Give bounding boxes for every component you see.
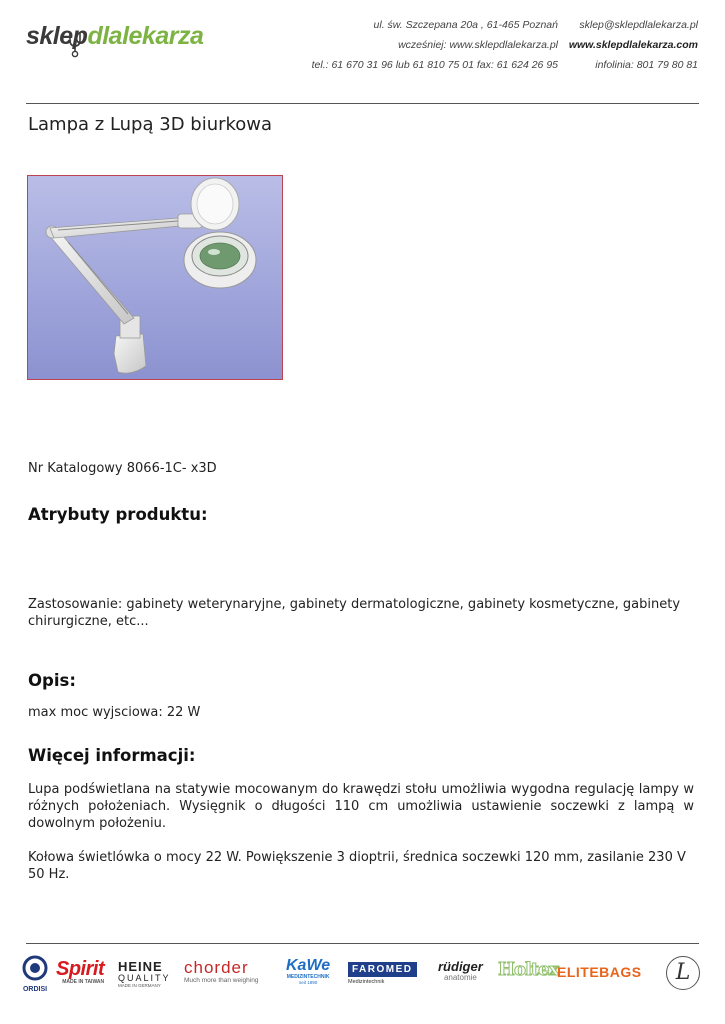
kawe-sub-label-2: seit 1890 <box>298 980 318 985</box>
description-heading: Opis: <box>28 671 76 690</box>
footer-divider <box>26 943 699 944</box>
website-link[interactable]: www.sklepdlalekarza.com <box>568 39 698 51</box>
elitebags-label: ELITEBAGS <box>557 964 642 980</box>
heine-label: HEINE <box>118 959 163 974</box>
stethoscope-icon <box>67 30 83 58</box>
brand-logos-strip <box>20 952 705 996</box>
contact-web-block <box>569 15 698 75</box>
heine-made-label: MADE IN GERMANY <box>118 983 161 988</box>
faromed-label: FAROMED <box>348 962 417 977</box>
brand-logo-chorder[interactable] <box>184 960 258 985</box>
brand-logo-ordisi[interactable] <box>22 954 48 994</box>
brand-logo-kawe[interactable] <box>286 958 330 986</box>
product-title: Lampa z Lupą 3D biurkowa <box>28 114 273 135</box>
littmann-mark: L <box>675 960 691 985</box>
header-divider <box>26 103 699 104</box>
holtex-label: Holtex <box>498 959 559 980</box>
email-link[interactable]: sklep@sklepdlalekarza.pl <box>579 19 698 31</box>
address-text: ul. św. Szczepana 20a , 61-465 Poznań <box>373 19 558 31</box>
ordisi-swirl-icon <box>22 954 48 982</box>
brand-logo-littmann[interactable] <box>666 956 700 990</box>
brand-logo-holtex[interactable] <box>498 959 558 980</box>
logo-text-dla: dla <box>87 22 123 50</box>
more-info-paragraph-2: Kołowa świetlówka o mocy 22 W. Powiększenie 3 dioptrii, średnica soczewki 120 mm, zasilanie 230 V 50 Hz. <box>28 850 686 882</box>
chorder-label: chorder <box>184 958 249 977</box>
faromed-sub-label: Medizintechnik <box>348 979 385 985</box>
product-image[interactable] <box>27 175 283 380</box>
contact-address-block <box>312 15 558 75</box>
brand-logo-faromed[interactable] <box>348 962 417 985</box>
ordisi-label: ORDISI <box>22 986 48 993</box>
attributes-text: Zastosowanie: gabinety weterynaryjne, gabinety dermatologiczne, gabinety kosmetyczne, gabinety chirurgiczne, etc... <box>28 597 681 629</box>
magnifier-lamp-illustration <box>28 176 283 380</box>
brand-logo-rudiger[interactable] <box>438 960 483 982</box>
infoline-text: infolinia: 801 79 80 81 <box>595 59 698 71</box>
more-info-heading: Więcej informacji: <box>28 746 196 765</box>
attributes-heading: Atrybuty produktu: <box>28 505 208 524</box>
more-info-paragraph-1: Lupa podświetlana na statywie mocowanym do krawędzi stołu umożliwia wygodna regulację lampy w różnych położeniach. Wysięgnik o długości 110 cm umożliwia ustawienie soczewki z lampą w dowolnym położeniu. <box>28 782 694 831</box>
page-header <box>0 0 725 90</box>
previous-website-link[interactable]: wcześniej: www.sklepdlalekarza.pl <box>398 39 558 51</box>
kawe-label: KaWe <box>286 957 331 974</box>
spirit-sub-label: MADE IN TAIWAN <box>62 979 105 985</box>
kawe-sub-label-1: MEDIZINTECHNIK <box>286 974 330 980</box>
brand-logo-spirit[interactable] <box>56 958 104 985</box>
description-text: max moc wyjsciowa: 22 W <box>28 705 201 720</box>
store-logo[interactable] <box>26 22 203 51</box>
spirit-label: Spirit <box>56 958 105 980</box>
rudiger-label: rüdiger <box>438 959 483 974</box>
phone-fax-text: tel.: 61 670 31 96 lub 61 810 75 01 fax: 61 624 26 95 <box>311 59 558 71</box>
logo-text-lekarza: lekarza <box>122 22 204 50</box>
heine-quality-label: QUALITY <box>118 973 171 983</box>
chorder-sub-label: Much more than weighing <box>184 977 259 984</box>
brand-logo-elitebags[interactable] <box>557 964 642 980</box>
rudiger-sub-label: anatomie <box>443 973 477 982</box>
brand-logo-heine[interactable] <box>118 961 171 989</box>
catalog-number: Nr Katalogowy 8066-1C- x3D <box>28 461 217 476</box>
logo-text-sklep: sklep <box>26 22 88 50</box>
